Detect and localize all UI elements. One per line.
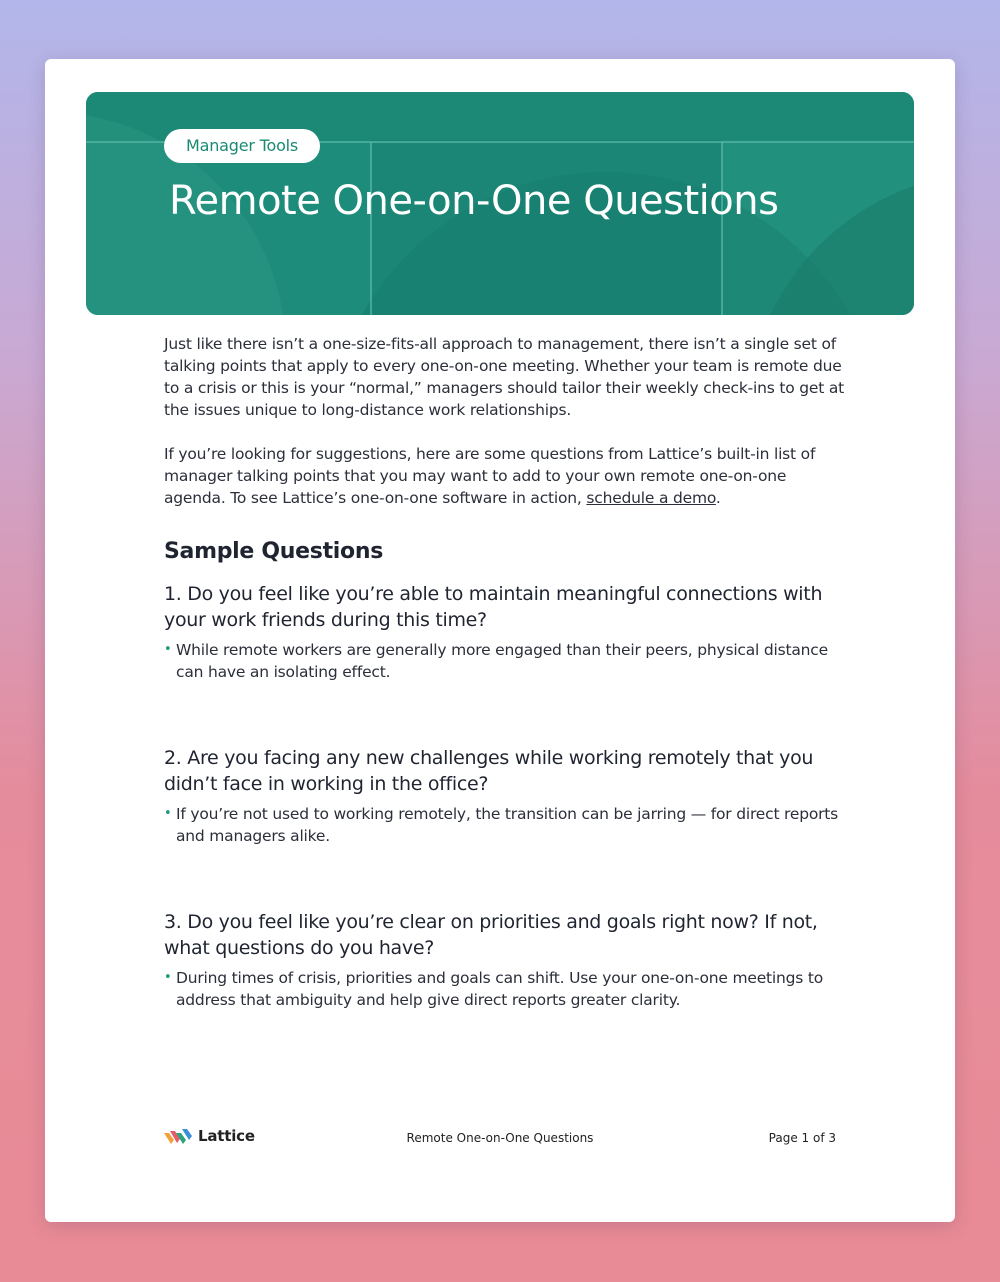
page-number: Page 1 of 3: [768, 1131, 836, 1145]
document-page: [45, 59, 955, 1222]
question-title: 2. Are you facing any new challenges while working remotely that you didn’t face in working in the office?: [164, 747, 814, 795]
category-badge: Manager Tools: [164, 129, 320, 163]
page-title: Remote One-on-One Questions: [169, 178, 779, 224]
question-title: 1. Do you feel like you’re able to maintain meaningful connections with your work friends during this time?: [164, 583, 823, 631]
bullet-icon: •: [164, 970, 172, 985]
question-note: [164, 967, 844, 1011]
question-note: [164, 803, 844, 847]
question-item: [164, 909, 844, 1011]
question-title: 3. Do you feel like you’re clear on priorities and goals right now? If not, what questions do you have?: [164, 911, 818, 959]
bullet-icon: •: [164, 642, 172, 657]
footer-document-title: Remote One-on-One Questions: [406, 1131, 594, 1145]
question-note-text: If you’re not used to working remotely, the transition can be jarring — for direct reports and managers alike.: [176, 805, 839, 845]
intro-paragraph-2-end: .: [715, 489, 721, 507]
question-item: [164, 581, 844, 683]
question-note-text: While remote workers are generally more engaged than their peers, physical distance can have an isolating effect.: [176, 641, 828, 681]
header-banner: [86, 92, 914, 315]
logo-text: Lattice: [198, 1127, 255, 1145]
page-footer: [164, 1127, 836, 1151]
main-content: [164, 333, 844, 1073]
question-note-text: During times of crisis, priorities and goals can shift. Use your one-on-one meetings to address that ambiguity and help give direct reports greater clarity.: [176, 969, 824, 1009]
schedule-demo-link[interactable]: schedule a demo: [586, 489, 716, 507]
intro-paragraph-2-text: If you’re looking for suggestions, here are some questions from Lattice’s built-in list of manager talking points that you may want to add to your own remote one-on-one agenda. To see Lattice’s one-on-one software in action,: [164, 445, 816, 507]
intro-paragraph-2: [164, 443, 844, 509]
section-heading: Sample Questions: [164, 539, 383, 564]
bullet-icon: •: [164, 806, 172, 821]
question-note: [164, 639, 844, 683]
intro-paragraph-1: Just like there isn’t a one-size-fits-all approach to management, there isn’t a single set of talking points that apply to every one-on-one meeting. Whether your team is remote due to a crisis or this is your “normal,” managers should tailor their weekly check-ins to get at the issues unique to long-distance work relationships.: [164, 335, 844, 419]
question-item: [164, 745, 844, 847]
